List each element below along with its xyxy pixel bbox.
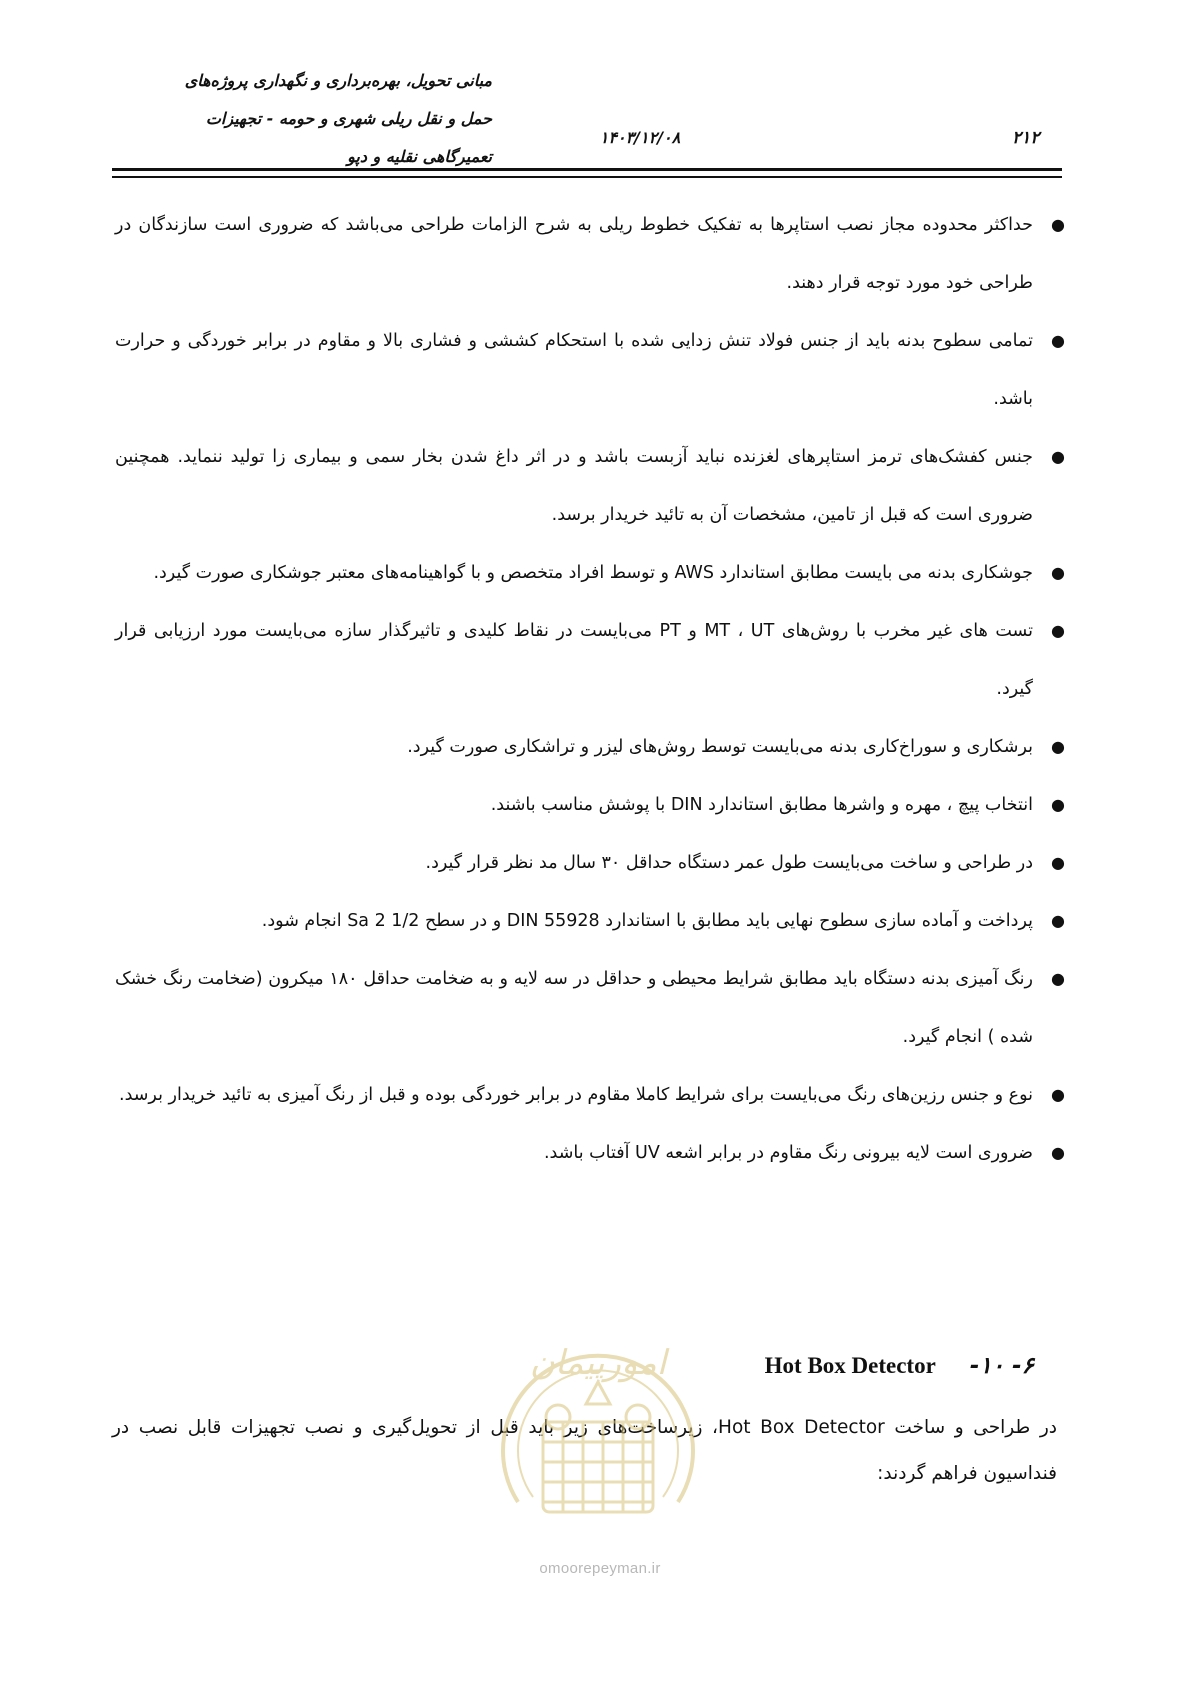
bullet-icon: ● — [1051, 737, 1065, 756]
document-title — [112, 62, 492, 176]
bullet-icon: ● — [1051, 331, 1065, 350]
page-number: ۲۱۲ — [1012, 128, 1040, 148]
list-item-text: در طراحی و ساخت می‌بایست طول عمر دستگاه حداقل ۳۰ سال مد نظر قرار گیرد. — [425, 853, 1033, 873]
list-item — [115, 312, 1065, 428]
list-item — [115, 950, 1065, 1066]
bullet-icon: ● — [1051, 447, 1065, 466]
list-item — [115, 428, 1065, 544]
list-item — [115, 1066, 1065, 1124]
bullet-icon: ● — [1051, 969, 1065, 988]
bullet-icon: ● — [1051, 621, 1065, 640]
list-item-text: پرداخت و آماده سازی سطوح نهایی باید مطابق با استاندارد DIN 55928 و در سطح Sa 2 1/2 انجام شود. — [261, 911, 1033, 931]
section-heading — [112, 1353, 1034, 1379]
svg-text:امورپیمان: امورپیمان — [529, 1343, 667, 1383]
list-item-text: جوشکاری بدنه می بایست مطابق استاندارد AWS و توسط افراد متخصص و با گواهینامه‌های معتبر جوشکاری صورت گیرد. — [153, 563, 1033, 583]
list-item — [115, 602, 1065, 718]
list-item-text: تمامی سطوح بدنه باید از جنس فولاد تنش زدایی شده با استحکام کششی و فشاری بالا و مقاوم در برابر خوردگی و حرارت باشد. — [115, 331, 1033, 409]
watermark-url: omoorepeyman.ir — [539, 1560, 661, 1577]
list-item-text: جنس کفشک‌های ترمز استاپرهای لغزنده نباید آزبست باشد و در اثر داغ شدن بخار سمی و بیماری زا تولید ننماید. همچنین ضروری است که قبل از تامین، مشخصات آن به تائید خریدار برسد. — [115, 447, 1033, 525]
list-item — [115, 892, 1065, 950]
list-item-text: حداکثر محدوده مجاز نصب استاپرها به تفکیک خطوط ریلی به شرح الزامات طراحی می‌باشد که ضروری است سازندگان در طراحی خود مورد توجه قرار دهند. — [115, 215, 1033, 293]
bullet-icon: ● — [1051, 853, 1065, 872]
list-item-text: ضروری است لایه بیرونی رنگ مقاوم در برابر اشعه UV آفتاب باشد. — [543, 1143, 1033, 1163]
section-number: ۶- ۱۰- — [969, 1353, 1034, 1379]
header-divider — [112, 168, 1062, 178]
list-item — [115, 1124, 1065, 1182]
section-paragraph: در طراحی و ساخت Hot Box Detector، زیرساخت‌های زیر باید قبل از تحویل‌گیری و نصب تجهیزات قابل نصب در فنداسیون فراهم گردند: — [112, 1417, 1057, 1484]
bullet-icon: ● — [1051, 911, 1065, 930]
list-item-text: انتخاب پیچ ، مهره و واشرها مطابق استاندارد DIN با پوشش مناسب باشند. — [490, 795, 1033, 815]
list-item — [115, 718, 1065, 776]
bullet-icon: ● — [1051, 1143, 1065, 1162]
list-item-text: نوع و جنس رزین‌های رنگ می‌بایست برای شرایط کاملا مقاوم در برابر خوردگی بوده و قبل از رنگ آمیزی به تائید خریدار برسد. — [119, 1085, 1033, 1105]
title-line-3: تعمیرگاهی نقلیه و دپو — [347, 147, 492, 166]
bullet-icon: ● — [1051, 563, 1065, 582]
bullet-icon: ● — [1051, 215, 1065, 234]
list-item-text: تست های غیر مخرب با روش‌های MT ، UT و PT می‌بایست در نقاط کلیدی و تاثیرگذار سازه می‌بایست مورد ارزیابی قرار گیرد. — [115, 621, 1034, 699]
list-item-text: برشکاری و سوراخ‌کاری بدنه می‌بایست توسط روش‌های لیزر و تراشکاری صورت گیرد. — [407, 737, 1033, 757]
bullet-icon: ● — [1051, 1085, 1065, 1104]
list-item — [115, 834, 1065, 892]
section-title: Hot Box Detector — [764, 1353, 936, 1378]
title-line-1: مبانی تحویل، بهره‌برداری و نگهداری پروژه‌های — [184, 71, 492, 90]
requirements-list — [115, 196, 1065, 1182]
bullet-icon: ● — [1051, 795, 1065, 814]
list-item-text: رنگ آمیزی بدنه دستگاه باید مطابق شرایط محیطی و حداقل در سه لایه و به ضخامت حداقل ۱۸۰ میکرون (ضخامت رنگ خشک شده ) انجام گیرد. — [115, 969, 1033, 1047]
title-line-2: حمل و نقل ریلی شهری و حومه - تجهیزات — [205, 109, 492, 128]
list-item — [115, 776, 1065, 834]
list-item — [115, 196, 1065, 312]
list-item — [115, 544, 1065, 602]
header-date: ۱۴۰۳/۱۲/۰۸ — [599, 128, 681, 147]
